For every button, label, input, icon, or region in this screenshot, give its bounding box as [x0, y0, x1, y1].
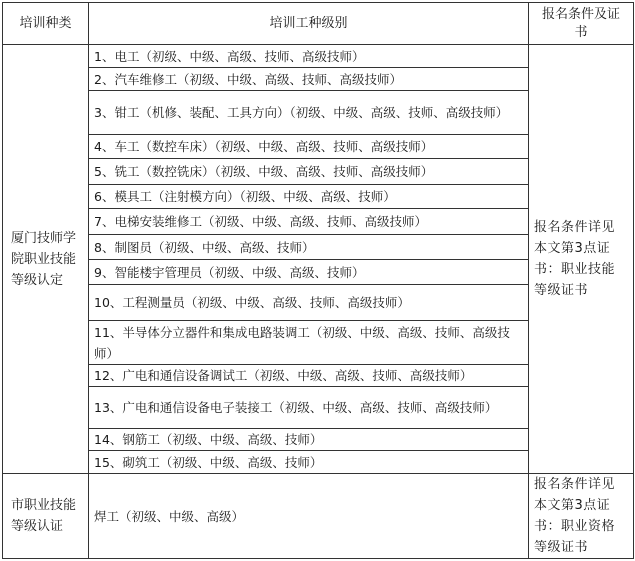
trade-item: 1、电工（初级、中级、高级、技师、高级技师） [89, 45, 529, 68]
training-table [2, 2, 634, 559]
trade-item: 7、电梯安装维修工（初级、中级、高级、技师、高级技师） [89, 209, 529, 235]
trade-item: 12、广电和通信设备调试工（初级、中级、高级、技师、高级技师） [89, 365, 529, 387]
trade-item: 14、钢筋工（初级、中级、高级、技师） [89, 429, 529, 451]
trade-item: 13、广电和通信设备电子装接工（初级、中级、高级、技师、高级技师） [89, 387, 529, 429]
trade-item: 4、车工（数控车床）（初级、中级、高级、技师、高级技师） [89, 135, 529, 159]
trade-item: 3、钳工（机修、装配、工具方向）（初级、中级、高级、技师、高级技师） [89, 91, 529, 135]
condition-cell-xiamen: 报名条件详见本文第3点证书：职业技能等级证书 [529, 45, 634, 474]
trade-item: 5、铣工（数控铣床）（初级、中级、高级、技师、高级技师） [89, 159, 529, 185]
table-row [3, 45, 634, 68]
trade-item: 8、制图员（初级、中级、高级、技师） [89, 235, 529, 260]
category-cell-city: 市职业技能等级认证 [3, 474, 89, 559]
trade-item: 11、半导体分立器件和集成电路装调工（初级、中级、高级、技师、高级技师） [89, 321, 529, 365]
category-cell-xiamen: 厦门技师学院职业技能等级认定 [3, 45, 89, 474]
trade-item: 15、砌筑工（初级、中级、高级、技师） [89, 451, 529, 474]
table-row [3, 474, 634, 559]
condition-cell-city: 报名条件详见本文第3点证书：职业资格等级证书 [529, 474, 634, 559]
trade-item: 2、汽车维修工（初级、中级、高级、技师、高级技师） [89, 68, 529, 91]
header-trade-level: 培训工种级别 [89, 3, 529, 45]
header-condition: 报名条件及证书 [529, 3, 634, 45]
header-category: 培训种类 [3, 3, 89, 45]
trade-item: 焊工（初级、中级、高级） [89, 474, 529, 559]
trade-item: 6、模具工（注射模方向）（初级、中级、高级、技师） [89, 185, 529, 209]
trade-item: 10、工程测量员（初级、中级、高级、技师、高级技师） [89, 285, 529, 321]
header-row [3, 3, 634, 45]
trade-item: 9、智能楼宇管理员（初级、中级、高级、技师） [89, 260, 529, 285]
